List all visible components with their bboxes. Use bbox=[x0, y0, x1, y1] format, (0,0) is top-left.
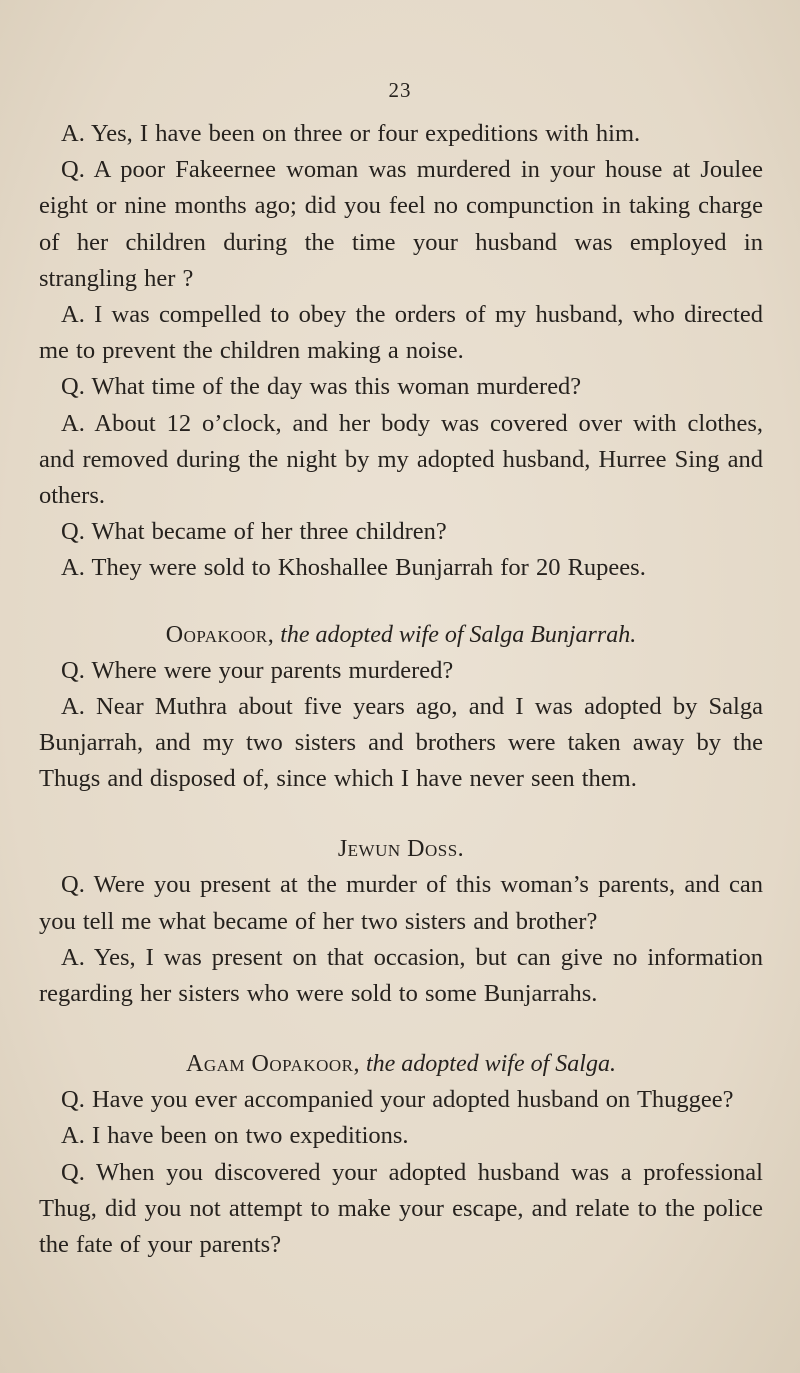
question-paragraph: Q. What became of her three children? bbox=[61, 518, 447, 546]
answer-paragraph: A. Yes, I was present on that occasion, but can give no information regarding her sisters who were sold to some Bunjarrahs. bbox=[39, 943, 763, 1008]
question-paragraph: Q. What time of the day was this woman murdered? bbox=[61, 373, 582, 401]
question-paragraph: Q. When you discovered your adopted husband was a professional Thug, did you not attempt to make your escape, and relate to the police the fate of your parents? bbox=[39, 1158, 763, 1259]
witness-description: the adopted wife of Salga. bbox=[365, 1051, 616, 1078]
answer-paragraph: A. Yes, I have been on three or four expeditions with him. bbox=[61, 120, 641, 147]
answer-paragraph: A. I was compelled to obey the orders of my husband, who directed me to prevent the children making a noise. bbox=[39, 301, 763, 365]
question-paragraph: Q. Were you present at the murder of this woman’s parents, and can you tell me what became of her two sisters and brother? bbox=[39, 871, 763, 935]
answer-paragraph: A. About 12 o’clock, and her body was covered over with clothes, and removed during the night by my adopted husband, Hurree Sing and others. bbox=[39, 409, 763, 510]
answer-paragraph: A. They were sold to Khoshallee Bunjarrah for 20 Rupees. bbox=[61, 554, 646, 582]
witness-heading bbox=[39, 617, 763, 653]
witness-heading bbox=[39, 831, 763, 867]
question-paragraph: Q. A poor Fakeernee woman was murdered in your house at Joulee eight or nine months ago; did you feel no compunction in taking charge of her children during the time your husband was employed in strangling her ? bbox=[39, 156, 763, 292]
witness-name: Jewun Doss. bbox=[337, 836, 465, 863]
question-paragraph: Q. Have you ever accompanied your adopted husband on Thuggee? bbox=[61, 1086, 734, 1114]
witness-description: the adopted wife of Salga Bunjarrah. bbox=[280, 621, 637, 648]
answer-paragraph: A. Near Muthra about five years ago, and I was adopted by Salga Bunjarrah, and my two sisters and brothers were taken away by the Thugs and disposed of, since which I have never seen them. bbox=[39, 692, 763, 793]
page-body bbox=[39, 116, 763, 1263]
witness-name: Oopakoor, bbox=[165, 621, 275, 648]
witness-heading bbox=[39, 1046, 763, 1082]
question-paragraph: Q. Where were your parents murdered? bbox=[61, 656, 454, 684]
page-number: 23 bbox=[388, 78, 412, 102]
witness-name: Agam Oopakoor, bbox=[186, 1051, 360, 1078]
answer-paragraph: A. I have been on two expeditions. bbox=[61, 1122, 409, 1150]
